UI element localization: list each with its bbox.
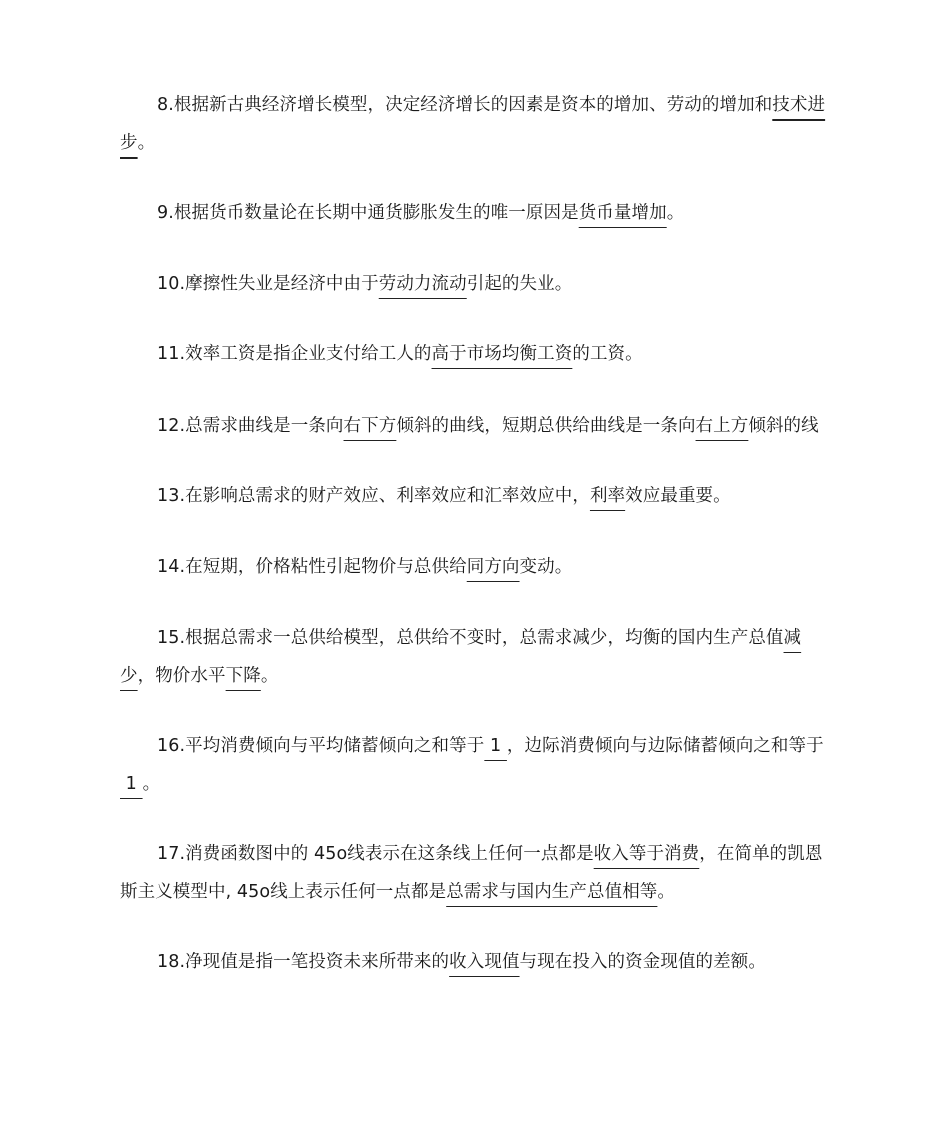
question-text: 效应最重要。 [625, 486, 731, 506]
answer-blank: 利率 [589, 486, 626, 506]
question-text: ，物价水平 [137, 666, 226, 686]
answer-blank: 货币量增加 [578, 203, 667, 223]
answer-blank: 1 [484, 736, 507, 756]
question-text: 。 [657, 882, 676, 902]
question-11 [120, 335, 832, 373]
question-text: 12.总需求曲线是一条向 [157, 416, 344, 436]
question-8 [120, 86, 832, 162]
question-text: 10.摩擦性失业是经济中由于 [157, 274, 379, 294]
answer-blank: 劳动力流动 [378, 274, 467, 294]
question-17 [120, 835, 832, 911]
question-text: 。 [260, 666, 279, 686]
question-text: 。 [666, 203, 685, 223]
answer-blank: 右下方 [343, 416, 397, 436]
question-text: 9.根据货币数量论在长期中通货膨胀发生的唯一原因是 [157, 203, 579, 223]
question-text: 倾斜的曲线，短期总供给曲线是一条向 [396, 416, 696, 436]
question-text: 14.在短期，价格粘性引起物价与总供给 [157, 557, 467, 577]
question-text: 11.效率工资是指企业支付给工人的 [157, 344, 432, 364]
question-15 [120, 619, 832, 695]
answer-blank: 下降 [225, 666, 261, 686]
question-16 [120, 727, 832, 803]
answer-blank: 高于市场均衡工资 [431, 344, 573, 364]
answer-blank: 收入现值 [449, 952, 520, 972]
answer-blank: 减少 [120, 628, 802, 686]
answer-blank: 技术进步 [120, 95, 826, 153]
question-9 [120, 194, 832, 232]
question-text: 。 [137, 133, 156, 153]
question-text: ，边际消费倾向与边际储蓄倾向之和等于 [506, 736, 824, 756]
question-10 [120, 265, 832, 303]
answer-blank: 总需求与国内生产总值相等 [446, 882, 658, 902]
question-text: 16.平均消费倾向与平均储蓄倾向之和等于 [157, 736, 485, 756]
question-12 [120, 407, 832, 445]
question-text: 倾斜的线 [748, 416, 819, 436]
question-text: 13.在影响总需求的财产效应、利率效应和汇率效应中， [157, 486, 590, 506]
question-18 [120, 943, 832, 981]
question-13 [120, 477, 832, 515]
question-text: 的工资。 [572, 344, 643, 364]
question-14 [120, 548, 832, 586]
question-text: 8.根据新古典经济增长模型，决定经济增长的因素是资本的增加、劳动的增加和 [157, 95, 773, 115]
question-text: 引起的失业。 [466, 274, 573, 294]
question-text: 与现在投入的资金现值的差额。 [519, 952, 766, 972]
question-text: 17.消费函数图中的 45o线表示在这条线上任何一点都是 [157, 844, 594, 864]
answer-blank: 同方向 [466, 557, 520, 577]
question-text: 。 [142, 774, 161, 794]
question-text: 18.净现值是指一笔投资未来所带来的 [157, 952, 450, 972]
answer-blank: 右上方 [695, 416, 749, 436]
answer-blank: 1 [120, 774, 143, 794]
question-text: 变动。 [519, 557, 573, 577]
question-text: 15.根据总需求一总供给模型，总供给不变时，总需求减少，均衡的国内生产总值 [157, 628, 784, 648]
question-text: ，在简单的凯恩斯主义模型中, 45o线上表示任何一点都是 [120, 844, 823, 902]
answer-blank: 收入等于消费 [593, 844, 700, 864]
